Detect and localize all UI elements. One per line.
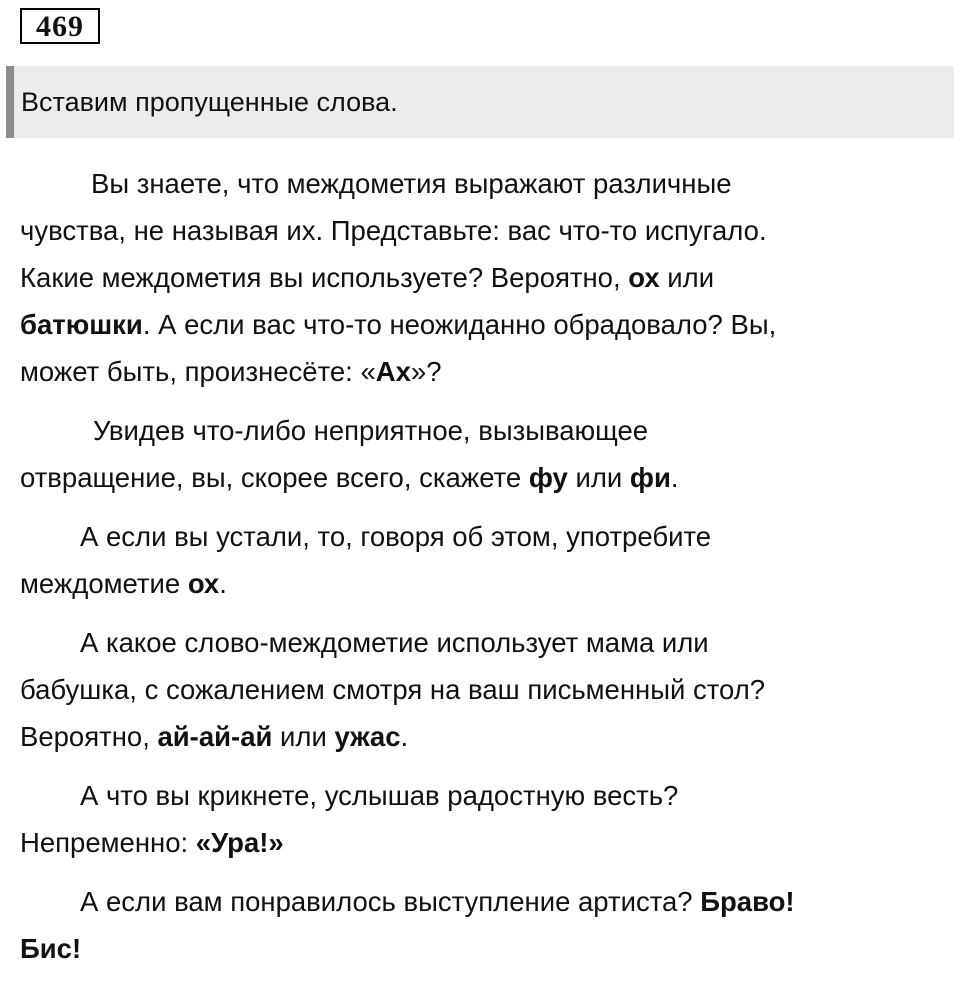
answer-word: Браво! — [700, 886, 795, 917]
paragraph-5 — [20, 772, 950, 866]
text-fragment: или — [659, 262, 715, 293]
text-line: А какое слово-междометие использует мама или — [80, 627, 709, 658]
text-fragment: междометие — [20, 568, 188, 599]
answer-word: Ах — [375, 356, 411, 387]
text-fragment: А если вам понравилось выступление артиста? — [80, 886, 701, 917]
text-line: Увидев что-либо неприятное, вызывающее — [93, 415, 649, 446]
text-line — [20, 454, 950, 501]
text-line: чувства, не называя их. Представьте: вас что-то испугало. — [20, 215, 767, 246]
text-fragment: Вероятно, — [20, 721, 158, 752]
text-fragment: или — [272, 721, 335, 752]
text-fragment: Какие междометия вы используете? Вероятно, — [20, 262, 629, 293]
instruction-accent-bar — [6, 66, 14, 138]
text-fragment: Непременно: — [20, 827, 196, 858]
text-line — [20, 713, 950, 760]
text-line — [20, 301, 950, 348]
instruction-box — [6, 66, 954, 138]
text-fragment: . А если вас что-то неожиданно обрадовало? Вы, — [142, 309, 777, 340]
text-line: А если вы устали, то, говоря об этом, употребите — [80, 521, 712, 552]
text-line — [20, 254, 950, 301]
paragraph-1 — [20, 160, 950, 395]
text-line — [20, 878, 950, 925]
task-number-badge: 469 — [20, 8, 100, 44]
instruction-text: Вставим пропущенные слова. — [21, 87, 398, 117]
text-fragment: . — [400, 721, 409, 752]
answer-word: фи — [629, 462, 671, 493]
paragraph-6 — [20, 878, 950, 972]
paragraph-4 — [20, 619, 950, 760]
text-line — [20, 348, 950, 395]
text-fragment: может быть, произнесёте: « — [20, 356, 376, 387]
answer-word: Бис! — [20, 933, 82, 964]
answer-word: фу — [528, 462, 568, 493]
text-fragment: . — [670, 462, 679, 493]
paragraph-3 — [20, 513, 950, 607]
exercise-text — [20, 160, 950, 984]
text-line: Вы знаете, что междометия выражают различные — [91, 168, 732, 199]
text-fragment: или — [567, 462, 630, 493]
text-fragment: . — [219, 568, 227, 599]
text-line: А что вы крикнете, услышав радостную весть? — [80, 780, 679, 811]
text-line: бабушка, с сожалением смотря на ваш письменный стол? — [20, 674, 766, 705]
answer-word: ох — [187, 568, 220, 599]
answer-word: «Ура!» — [195, 827, 284, 858]
text-line — [20, 819, 950, 866]
answer-word: ай-ай-ай — [157, 721, 273, 752]
text-line — [20, 560, 950, 607]
answer-word: батюшки — [20, 309, 143, 340]
paragraph-2 — [20, 407, 950, 501]
answer-word: ох — [628, 262, 660, 293]
answer-word: ужас — [334, 721, 401, 752]
text-fragment: »? — [410, 356, 442, 387]
text-fragment: отвращение, вы, скорее всего, скажете — [20, 462, 529, 493]
text-line — [20, 925, 950, 972]
